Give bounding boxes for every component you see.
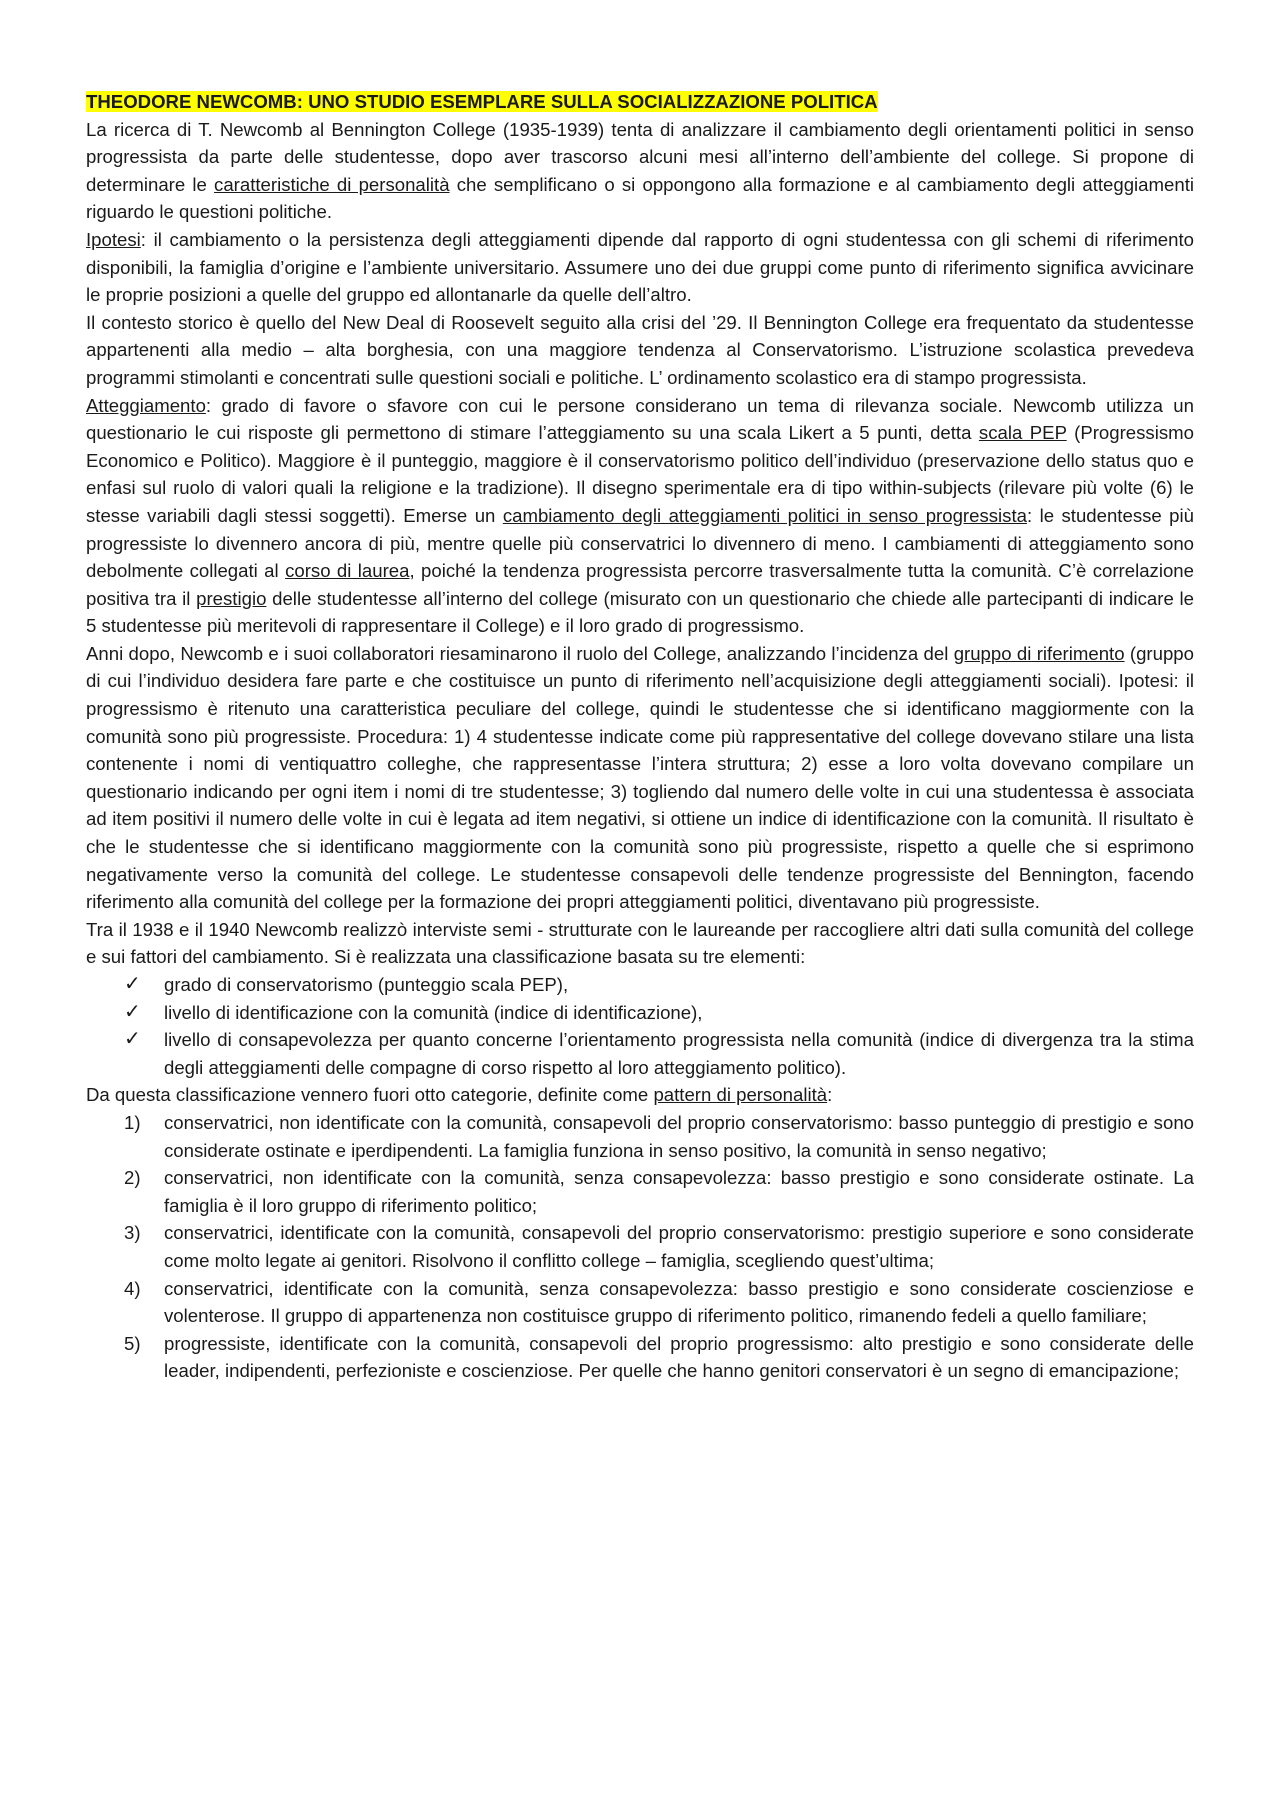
list-number: 3)	[124, 1222, 141, 1244]
paragraph-hypothesis: Ipotesi: il cambiamento o la persistenza degli atteggiamenti dipende dal rapporto di ogni studentessa con gli schemi di riferimento disponibili, la famiglia d’origine e l’ambiente universitario. Assumere uno dei due gruppi come punto di riferimento significa avvicinare le proprie posizioni a quelle del gruppo ed allontanarle da quelle dell’altro.	[86, 228, 1194, 306]
categories-list	[86, 1109, 1194, 1385]
list-number: 5)	[124, 1332, 141, 1354]
list-number: 4)	[124, 1277, 141, 1299]
list-item: ✓ grado di conservatorismo (punteggio scala PEP),	[86, 971, 1194, 999]
title-line	[86, 88, 1194, 116]
paragraph-context: Il contesto storico è quello del New Deal di Roosevelt seguito alla crisi del ’29. Il Bennington College era frequentato da studentesse appartenenti alla medio – alta borghesia, con una maggiore tendenza al Conservatorismo. L’istruzione scolastica prevedeva programmi stimolanti e concentrati sulle questioni sociali e politiche. L’ ordinamento scolastico era di stampo progressista.	[86, 311, 1194, 388]
list-number: 1)	[124, 1111, 141, 1133]
underlined-term: cambiamento degli atteggiamenti politici in senso progressista	[502, 504, 1027, 526]
underlined-term: caratteristiche di personalità	[214, 173, 450, 195]
checkmark-icon: ✓	[124, 1028, 141, 1051]
list-item: ✓ livello di consapevolezza per quanto concerne l’orientamento progressista nella comunità (indice di divergenza tra la stima degli atteggiamenti delle compagne di corso rispetto al loro atteggiamento politico).	[124, 1028, 1194, 1078]
list-item: ✓ livello di identificazione con la comunità (indice di identificazione),	[86, 999, 1194, 1027]
underlined-term: pattern di personalità	[653, 1084, 828, 1106]
underlined-term: scala PEP	[978, 422, 1067, 444]
list-item: 2) conservatrici, non identificate con la comunità, senza consapevolezza: basso prestigio e sono considerate ostinate. La famiglia è il loro gruppo di riferimento politico;	[86, 1164, 1194, 1219]
paragraph-intro: La ricerca di T. Newcomb al Bennington College (1935-1939) tenta di analizzare il cambiamento degli orientamenti politici in senso progressista da parte delle studentesse, dopo aver trascorso alcuni mesi all’interno dell’ambiente del college. Si propone di determinare le caratteristiche di personalità che semplificano o si oppongono alla formazione e al cambiamento degli atteggiamenti riguardo le questioni politiche.	[86, 118, 1194, 223]
document-title: THEODORE NEWCOMB: UNO STUDIO ESEMPLARE SULLA SOCIALIZZAZIONE POLITICA	[86, 91, 878, 112]
underlined-term: Ipotesi	[86, 228, 141, 250]
list-item: 4) conservatrici, identificate con la comunità, senza consapevolezza: basso prestigio e sono considerate coscienziose e volenterose. Il gruppo di appartenenza non costituisce gruppo di riferimento politico, rimanendo fedeli a quello familiare;	[86, 1275, 1194, 1330]
list-item: 3) conservatrici, identificate con la comunità, consapevoli del proprio conservatorismo: prestigio superiore e sono considerate come molto legate ai genitori. Risolvono il conflitto college – famiglia, scegliendo quest’ultima;	[86, 1219, 1194, 1274]
checklist	[86, 971, 1194, 1081]
underlined-term: gruppo di riferimento	[953, 642, 1125, 664]
paragraph-categories-intro: Da questa classificazione vennero fuori otto categorie, definite come pattern di personalità:	[86, 1084, 833, 1106]
list-item: 1) conservatrici, non identificate con la comunità, consapevoli del proprio conservatorismo: basso punteggio di prestigio e sono considerate ostinate e iperdipendenti. La famiglia funziona in senso positivo, la comunità in senso negativo;	[86, 1109, 1194, 1164]
list-number: 2)	[124, 1167, 141, 1189]
list-item: 5) progressiste, identificate con la comunità, consapevoli del proprio progressismo: alto prestigio e sono considerate delle leader, indipendenti, perfezioniste e coscienziose. Per quelle che hanno genitori conservatori è un segno di emancipazione;	[86, 1330, 1194, 1385]
paragraph-interviews: Tra il 1938 e il 1940 Newcomb realizzò interviste semi - strutturate con le laureande per raccogliere altri dati sulla comunità del college e sui fattori del cambiamento. Si è realizzata una classificazione basata su tre elementi:	[86, 918, 1194, 968]
paragraph-reference-group: Anni dopo, Newcomb e i suoi collaboratori riesaminarono il ruolo del College, analizzando l’incidenza del gruppo di riferimento (gruppo di cui l’individuo desidera fare parte e che costituisce un punto di riferimento nell’acquisizione degli atteggiamenti sociali). Ipotesi: il progressismo è ritenuto una caratteristica peculiare del college, quindi le studentesse che si identificano maggiormente con la comunità sono più progressiste. Procedura: 1) 4 studentesse indicate come più rappresentative del college dovevano stilare una lista contenente i nomi di ventiquattro colleghe, che rappresentasse l’intera struttura; 2) esse a loro volta dovevano compilare un questionario indicando per ogni item i nomi di tre studentesse; 3) togliendo dal numero delle volte in cui una studentessa è associata ad item positivi il numero delle volte in cui è legata ad item negativi, si ottiene un indice di identificazione con la comunità. Il risultato è che le studentesse che si identificano maggiormente con la comunità sono più progressiste, rispetto a quelle che si esprimono negativamente verso la comunità del college. Le studentesse consapevoli delle tendenze progressiste del Bennington, facendo riferimento alla comunità del college per la formazione dei propri atteggiamenti politici, diventavano più progressiste.	[86, 642, 1194, 913]
underlined-term: corso di laurea	[285, 560, 410, 582]
paragraph-attitude: Atteggiamento: grado di favore o sfavore con cui le persone considerano un tema di rilevanza sociale. Newcomb utilizza un questionario le cui risposte gli permettono di stimare l’atteggiamento su una scala Likert a 5 punti, detta scala PEP (Progressismo Economico e Politico). Maggiore è il punteggio, maggiore è il conservatorismo politico dell’individuo (preservazione dello status quo e enfasi sul ruolo di valori quali la religione e la tradizione). Il disegno sperimentale era di tipo within-subjects (rilevare più volte (6) le stesse variabili dagli stessi soggetti). Emerse un cambiamento degli atteggiamenti politici in senso progressista: le studentesse più progressiste lo divennero ancora di più, mentre quelle più conservatrici lo divennero di meno. I cambiamenti di atteggiamento sono debolmente collegati al corso di laurea, poiché la tendenza progressista percorre trasversalmente tutta la comunità. C’è correlazione positiva tra il prestigio delle studentesse all’interno del college (misurato con un questionario che chiede alle partecipanti di indicare le 5 studentesse più meritevoli di rappresentare il College) e il loro grado di progressismo.	[86, 394, 1194, 637]
document-page	[86, 88, 1194, 1385]
checkmark-icon: ✓	[124, 973, 141, 995]
underlined-term: prestigio	[196, 587, 267, 609]
checkmark-icon: ✓	[124, 1000, 141, 1023]
underlined-term: Atteggiamento	[86, 394, 206, 416]
